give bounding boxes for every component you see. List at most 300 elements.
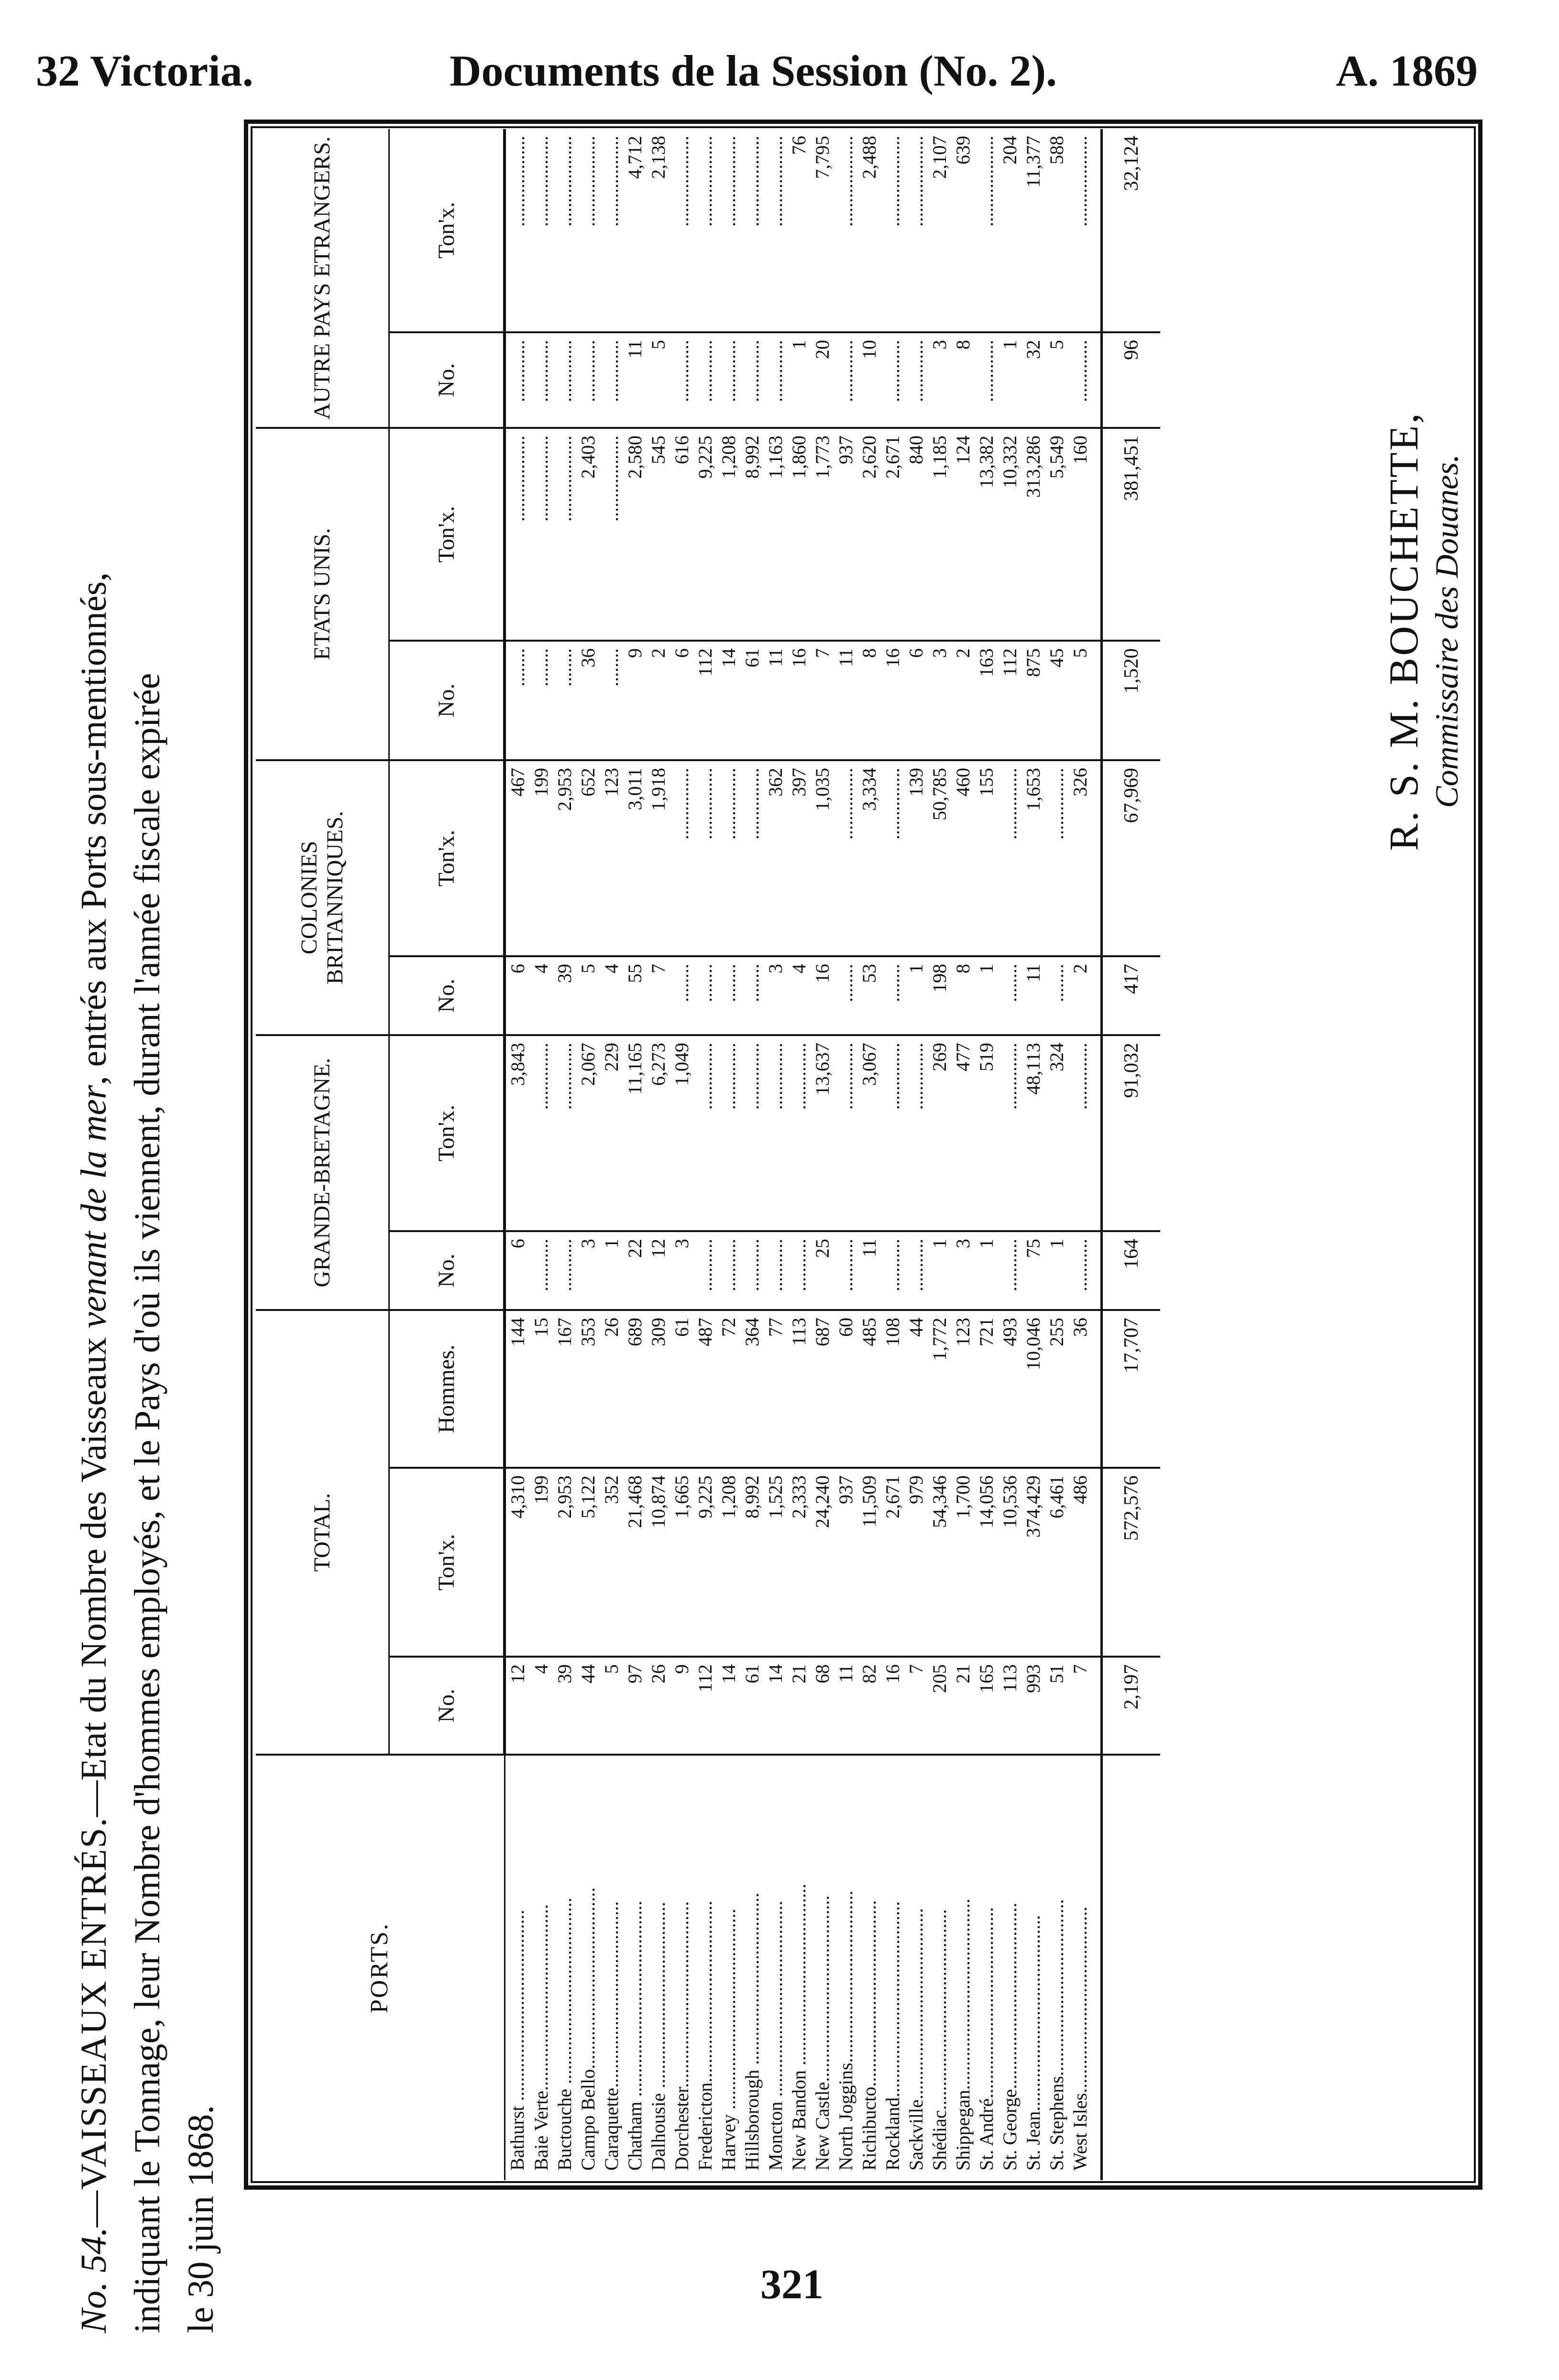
table-cell: .............: [529, 332, 553, 428]
table-cell: 48,113: [1021, 1035, 1045, 1231]
table-cell: 11,509: [857, 1468, 881, 1657]
rotated-table-sheet: [67, 86, 1502, 2333]
table-cell: 493: [998, 1310, 1021, 1468]
header-grande-bretagne: GRANDE-BRETAGNE.: [256, 1035, 389, 1310]
table-cell: 3: [928, 332, 951, 428]
table-cell: ...................: [1069, 136, 1091, 227]
port-name-cell: Caraquette.......................................: [600, 1755, 623, 2180]
caption-text-1: —Etat du Nombre des Vaisseaux: [74, 1328, 114, 1817]
table-cell: .............: [553, 332, 576, 428]
table-cell: ...................: [741, 136, 763, 227]
table-cell: 14,056: [975, 1468, 998, 1657]
table-cell: 2,333: [787, 1468, 811, 1657]
table-cell: 229: [600, 1035, 623, 1231]
table-cell: 25: [811, 1231, 834, 1310]
table-cell: 721: [975, 1310, 998, 1468]
table-cell: 8: [857, 641, 881, 760]
table-cell: 51: [1045, 1657, 1068, 1755]
table-cell: 3,334: [857, 760, 881, 956]
port-name-cell: Harvey ..........................................: [717, 1755, 740, 2180]
table-cell: 364: [740, 1310, 764, 1468]
table-cell: 11,165: [623, 1035, 647, 1231]
table-cell: 11: [623, 332, 647, 428]
table-cell: 163: [975, 641, 998, 760]
table-cell: ..............: [787, 1035, 811, 1231]
table-cell: 75: [1021, 1231, 1045, 1310]
table-cell: .............: [693, 332, 717, 428]
table-cell: 199: [529, 1468, 553, 1657]
table-cell: 204: [999, 136, 1021, 164]
table-cell: .............: [670, 332, 693, 428]
table-cell: 112: [693, 641, 717, 760]
table-cell: 139: [904, 760, 928, 956]
table-cell: 124: [951, 428, 975, 641]
table-cell: 3,011: [623, 760, 647, 956]
table-cell: 4: [787, 956, 811, 1035]
table-cell: 1,772: [928, 1310, 951, 1468]
table-cell: ...........: [553, 1231, 576, 1310]
table-cell: 4,310: [505, 1468, 529, 1657]
port-name-cell: Hillsborough ....................................: [740, 1755, 764, 2180]
table-cell: ...................: [530, 136, 552, 227]
table-cell: 1: [975, 1231, 998, 1310]
table-cell: 6: [505, 1231, 529, 1310]
table-cell: ...........: [787, 1231, 811, 1310]
table-cell: 2,671: [881, 428, 904, 641]
table-cell: 13,382: [975, 428, 998, 641]
table-cell: 487: [693, 1310, 717, 1468]
table-cell: ...........: [764, 1231, 787, 1310]
table-cell: 255: [1045, 1310, 1068, 1468]
table-cell: ...........: [904, 1231, 928, 1310]
table-cell: ........: [693, 956, 717, 1035]
table-cell: 2,107: [929, 136, 950, 179]
header-autre-pays: AUTRE PAYS ETRANGERS.: [256, 129, 389, 428]
table-cell: ........: [529, 641, 553, 760]
table-cell: 8: [951, 956, 975, 1035]
table-cell: 2,488: [858, 136, 880, 179]
table-cell: 155: [975, 760, 998, 956]
table-caption: [67, 86, 228, 2333]
table-cell: ..............: [1068, 1035, 1102, 1231]
port-name-cell: Shippegan........................................: [951, 1755, 975, 2180]
table-cell: 26: [600, 1310, 623, 1468]
table-cell: 160: [1068, 428, 1102, 641]
table-cell: .............: [881, 332, 904, 428]
total-cell: 91,032: [1102, 1035, 1161, 1231]
table-cell: 324: [1045, 1035, 1068, 1231]
table-cell: 1,700: [951, 1468, 975, 1657]
port-name-cell: St. André........................................: [975, 1755, 998, 2180]
table-cell: ...................: [577, 136, 599, 227]
table-cell: 10,046: [1021, 1310, 1045, 1468]
table-cell: 61: [740, 641, 764, 760]
table-cell: 1: [928, 1231, 951, 1310]
table-cell: 313,286: [1021, 428, 1045, 641]
table-cell: ...................: [718, 136, 739, 227]
table-cell: 39: [553, 1657, 576, 1755]
header-etats-unis: ETATS UNIS.: [256, 428, 389, 760]
table-cell: 16: [787, 641, 811, 760]
table-cell: 2: [1068, 956, 1102, 1035]
table-cell: ........: [600, 641, 623, 760]
caption-title: —VAISSEAUX ENTRÉS.: [74, 1817, 114, 2227]
port-name-cell: Chatham .........................................: [623, 1755, 647, 2180]
subheader-col-tonx: Ton'x.: [389, 760, 505, 956]
table-cell: 5: [647, 332, 670, 428]
table-row: [904, 129, 928, 2180]
table-cell: 22: [623, 1231, 647, 1310]
table-row: [998, 129, 1021, 2180]
table-cell: 10,536: [998, 1468, 1021, 1657]
port-name-cell: Buctouche .......................................: [553, 1755, 576, 2180]
table-cell: 61: [670, 1310, 693, 1468]
table-cell: ..................: [553, 428, 576, 641]
table-cell: 20: [811, 332, 834, 428]
port-name-cell: Baie Verte.......................................: [529, 1755, 553, 2180]
table-cell: 123: [600, 760, 623, 956]
header-ports: PORTS.: [256, 1755, 505, 2180]
caption-line-3: le 30 juin 1868.: [181, 2105, 221, 2333]
table-cell: ...............: [881, 760, 904, 956]
subheader-us-tonx: Ton'x.: [389, 428, 505, 641]
table-cell: 21: [951, 1657, 975, 1755]
subheader-ap-no: No.: [389, 332, 505, 428]
table-cell: 1,035: [811, 760, 834, 956]
table-cell: ..............: [529, 1035, 553, 1231]
table-cell: 44: [576, 1657, 600, 1755]
table-cell: 689: [623, 1310, 647, 1468]
table-body: [505, 129, 1160, 2180]
table-cell: 7,795: [812, 136, 833, 179]
table-row: [505, 129, 529, 2180]
table-cell: ........: [834, 956, 857, 1035]
table-cell: 167: [553, 1310, 576, 1468]
table-cell: 875: [1021, 641, 1045, 760]
subheader-gb-tonx: Ton'x.: [389, 1035, 505, 1231]
signature-name: R. S. M. BOUCHETTE,: [1381, 411, 1427, 851]
table-cell: 14: [717, 1657, 740, 1755]
table-cell: 6,273: [647, 1035, 670, 1231]
table-cell: 15: [529, 1310, 553, 1468]
table-cell: 616: [670, 428, 693, 641]
table-cell: 4: [529, 1657, 553, 1755]
table-cell: 1,208: [717, 1468, 740, 1657]
table-row: [1021, 129, 1045, 2180]
table-row: [693, 129, 717, 2180]
total-cell: 572,576: [1102, 1468, 1161, 1657]
table-row: [881, 129, 904, 2180]
table-cell: 77: [764, 1310, 787, 1468]
running-header-left: 32 Victoria.: [36, 46, 253, 95]
signature-block: [1380, 153, 1466, 1109]
table-cell: ...............: [1045, 760, 1068, 956]
table-cell: ...........: [693, 1231, 717, 1310]
table-cell: 7: [811, 641, 834, 760]
table-cell: 14: [717, 641, 740, 760]
table-cell: 353: [576, 1310, 600, 1468]
table-cell: 12: [647, 1231, 670, 1310]
table-cell: ...............: [717, 760, 740, 956]
table-cell: 1: [1045, 1231, 1068, 1310]
table-row: [857, 129, 881, 2180]
table-cell: 72: [717, 1310, 740, 1468]
table-row: [764, 129, 787, 2180]
vessels-table: [256, 129, 1160, 2180]
table-cell: ..............: [693, 1035, 717, 1231]
table-cell: ...........: [1068, 1231, 1102, 1310]
table-cell: 10: [857, 332, 881, 428]
table-cell: ...................: [601, 136, 622, 227]
table-cell: 76: [788, 136, 810, 155]
total-cell: 67,969: [1102, 760, 1161, 956]
table-cell: 53: [857, 956, 881, 1035]
table-row: [647, 129, 670, 2180]
table-cell: ...............: [740, 760, 764, 956]
table-cell: ...........: [717, 1231, 740, 1310]
port-name-cell: Campo Bello......................................: [576, 1755, 600, 2180]
table-cell: .............: [834, 332, 857, 428]
table-row: [529, 129, 553, 2180]
caption-line-2: indiquant le Tonnage, leur Nombre d'hommes employés, et le Pays d'où ils viennent, durant l'année fiscale expirée: [127, 673, 167, 2333]
table-cell: 1: [787, 332, 811, 428]
table-cell: 32: [1021, 332, 1045, 428]
table-cell: ..............: [834, 1035, 857, 1231]
table-row: [787, 129, 811, 2180]
table-cell: ...................: [671, 136, 692, 227]
table-cell: .............: [717, 332, 740, 428]
table-row: [623, 129, 647, 2180]
subheader-total-no: No.: [389, 1657, 505, 1755]
port-name-cell: New Castle.......................................: [811, 1755, 834, 2180]
table-row: [717, 129, 740, 2180]
port-name-cell: St. George.......................................: [998, 1755, 1021, 2180]
table-cell: ...................: [976, 136, 997, 227]
subheader-ap-tonx: Ton'x.: [389, 129, 505, 332]
table-cell: 10,332: [998, 428, 1021, 641]
table-cell: 2,403: [576, 428, 600, 641]
table-cell: 198: [928, 956, 951, 1035]
table-cell: 21,468: [623, 1468, 647, 1657]
port-name-cell: St. Jean.........................................: [1021, 1755, 1045, 2180]
table-cell: 652: [576, 760, 600, 956]
table-cell: 2,067: [576, 1035, 600, 1231]
table-cell: ...................: [882, 136, 903, 227]
table-cell: ........: [998, 956, 1021, 1035]
table-cell: ...........: [529, 1231, 553, 1310]
group-header-row: [256, 129, 389, 2180]
table-cell: .............: [904, 332, 928, 428]
table-cell: .............: [576, 332, 600, 428]
table-cell: ...................: [905, 136, 927, 227]
signature-title: Commissaire des Douanes.: [1428, 454, 1465, 808]
subheader-us-no: No.: [389, 641, 505, 760]
table-row: [1068, 129, 1102, 2180]
table-cell: 1: [998, 332, 1021, 428]
table-cell: ...............: [670, 760, 693, 956]
table-cell: ..................: [600, 428, 623, 641]
table-cell: 1: [600, 1231, 623, 1310]
total-cell: 2,197: [1102, 1657, 1161, 1755]
table-cell: 2,953: [553, 1468, 576, 1657]
table-cell: 97: [623, 1657, 647, 1755]
table-cell: ..................: [529, 428, 553, 641]
table-cell: 840: [904, 428, 928, 641]
table-cell: 5,549: [1045, 428, 1068, 641]
table-cell: 3: [670, 1231, 693, 1310]
table-cell: 50,785: [928, 760, 951, 956]
table-cell: 1,665: [670, 1468, 693, 1657]
table-cell: 519: [975, 1035, 998, 1231]
table-cell: 4,712: [624, 136, 646, 179]
caption-italic: venant de la mer: [74, 1085, 114, 1328]
table-cell: ..................: [505, 428, 529, 641]
table-cell: ...........: [998, 1231, 1021, 1310]
table-cell: 5: [600, 1657, 623, 1755]
table-cell: ........: [717, 956, 740, 1035]
table-cell: 397: [787, 760, 811, 956]
page-number: 321: [760, 2261, 823, 2308]
table-cell: 6: [670, 641, 693, 760]
table-cell: 477: [951, 1035, 975, 1231]
table-cell: 8,992: [740, 1468, 764, 1657]
table-cell: ..............: [998, 1035, 1021, 1231]
table-row: [740, 129, 764, 2180]
table-cell: 16: [811, 956, 834, 1035]
table-cell: 144: [505, 1310, 529, 1468]
table-cell: 993: [1021, 1657, 1045, 1755]
table-row: [576, 129, 600, 2180]
table-cell: 2: [951, 641, 975, 760]
table-cell: 9: [670, 1657, 693, 1755]
table-cell: 937: [834, 1468, 857, 1657]
table-cell: 11: [834, 641, 857, 760]
total-cell: 32,124: [1102, 129, 1161, 332]
table-row: [600, 129, 623, 2180]
table-cell: 55: [623, 956, 647, 1035]
table-cell: 309: [647, 1310, 670, 1468]
table-row: [811, 129, 834, 2180]
total-cell: 381,451: [1102, 428, 1161, 641]
caption-text-2: , entrés aux Ports sous-mentionnés,: [74, 572, 114, 1085]
table-cell: 1,860: [787, 428, 811, 641]
table-cell: ...................: [694, 136, 716, 227]
table-cell: 979: [904, 1468, 928, 1657]
table-cell: 9,225: [693, 428, 717, 641]
table-cell: 26: [647, 1657, 670, 1755]
table-cell: 199: [529, 760, 553, 956]
table-cell: ...................: [765, 136, 786, 227]
table-cell: 82: [857, 1657, 881, 1755]
table-cell: 36: [576, 641, 600, 760]
table-cell: 2,580: [623, 428, 647, 641]
table-cell: 39: [553, 956, 576, 1035]
table-cell: .............: [740, 332, 764, 428]
table-row: [834, 129, 857, 2180]
table-cell: ........: [505, 641, 529, 760]
port-name-cell: Dorchester.......................................: [670, 1755, 693, 2180]
table-row: [1045, 129, 1068, 2180]
table-cell: ........: [740, 956, 764, 1035]
table-cell: 8,992: [740, 428, 764, 641]
table-cell: 13,637: [811, 1035, 834, 1231]
table-cell: 4: [529, 956, 553, 1035]
total-cell: 417: [1102, 956, 1161, 1035]
header-colonies: COLONIES BRITANNIQUES.: [256, 760, 389, 1035]
table-cell: 112: [693, 1657, 717, 1755]
table-cell: 486: [1068, 1468, 1102, 1657]
table-cell: ...........: [834, 1231, 857, 1310]
table-cell: 205: [928, 1657, 951, 1755]
table-cell: 9: [623, 641, 647, 760]
table-cell: ..............: [717, 1035, 740, 1231]
table-cell: 6: [904, 641, 928, 760]
table-cell: 362: [764, 760, 787, 956]
table-cell: 545: [647, 428, 670, 641]
table-cell: 1,773: [811, 428, 834, 641]
table-cell: 1,525: [764, 1468, 787, 1657]
table-cell: ........: [1045, 956, 1068, 1035]
table-cell: 5: [1045, 332, 1068, 428]
table-cell: .............: [975, 332, 998, 428]
table-cell: ...............: [834, 760, 857, 956]
table-cell: 374,429: [1021, 1468, 1045, 1657]
table-cell: ...................: [507, 136, 528, 227]
table-cell: 16: [881, 1657, 904, 1755]
table-cell: ........: [553, 641, 576, 760]
table-cell: 3: [928, 641, 951, 760]
table-row: [670, 129, 693, 2180]
table-cell: 36: [1068, 1310, 1102, 1468]
table-cell: 485: [857, 1310, 881, 1468]
running-header-right: A. 1869: [1336, 46, 1478, 95]
table-row: [975, 129, 998, 2180]
total-cell: 1,520: [1102, 641, 1161, 760]
table-row: [928, 129, 951, 2180]
port-name-cell: Moncton .........................................: [764, 1755, 787, 2180]
table-cell: 937: [834, 428, 857, 641]
table-cell: 639: [952, 136, 974, 164]
subheader-col-no: No.: [389, 956, 505, 1035]
table-cell: 1,653: [1021, 760, 1045, 956]
table-cell: 1: [975, 956, 998, 1035]
table-cell: 45: [1045, 641, 1068, 760]
table-cell: 9,225: [693, 1468, 717, 1657]
table-cell: 24,240: [811, 1468, 834, 1657]
table-cell: 2,138: [648, 136, 669, 179]
table-cell: 113: [787, 1310, 811, 1468]
running-header-title: Documents de la Session (No. 2).: [450, 46, 1057, 95]
table-cell: ...................: [835, 136, 856, 227]
port-name-cell: St. Stephens.....................................: [1045, 1755, 1068, 2180]
table-cell: 3: [576, 1231, 600, 1310]
port-name-cell: North Joggins....................................: [834, 1755, 857, 2180]
table-cell: 3: [951, 1231, 975, 1310]
table-cell: 11: [764, 641, 787, 760]
totals-label: [1102, 1755, 1161, 2180]
table-cell: 1,918: [647, 760, 670, 956]
port-name-cell: Bathurst ........................................: [505, 1755, 529, 2180]
table-cell: 6: [505, 956, 529, 1035]
table-cell: 5: [1068, 641, 1102, 760]
table-cell: 687: [811, 1310, 834, 1468]
table-cell: 5,122: [576, 1468, 600, 1657]
subheader-total-hommes: Hommes.: [389, 1310, 505, 1468]
table-cell: 326: [1068, 760, 1102, 956]
table-cell: 11: [834, 1657, 857, 1755]
table-cell: 2,953: [553, 760, 576, 956]
table-cell: .............: [505, 332, 529, 428]
